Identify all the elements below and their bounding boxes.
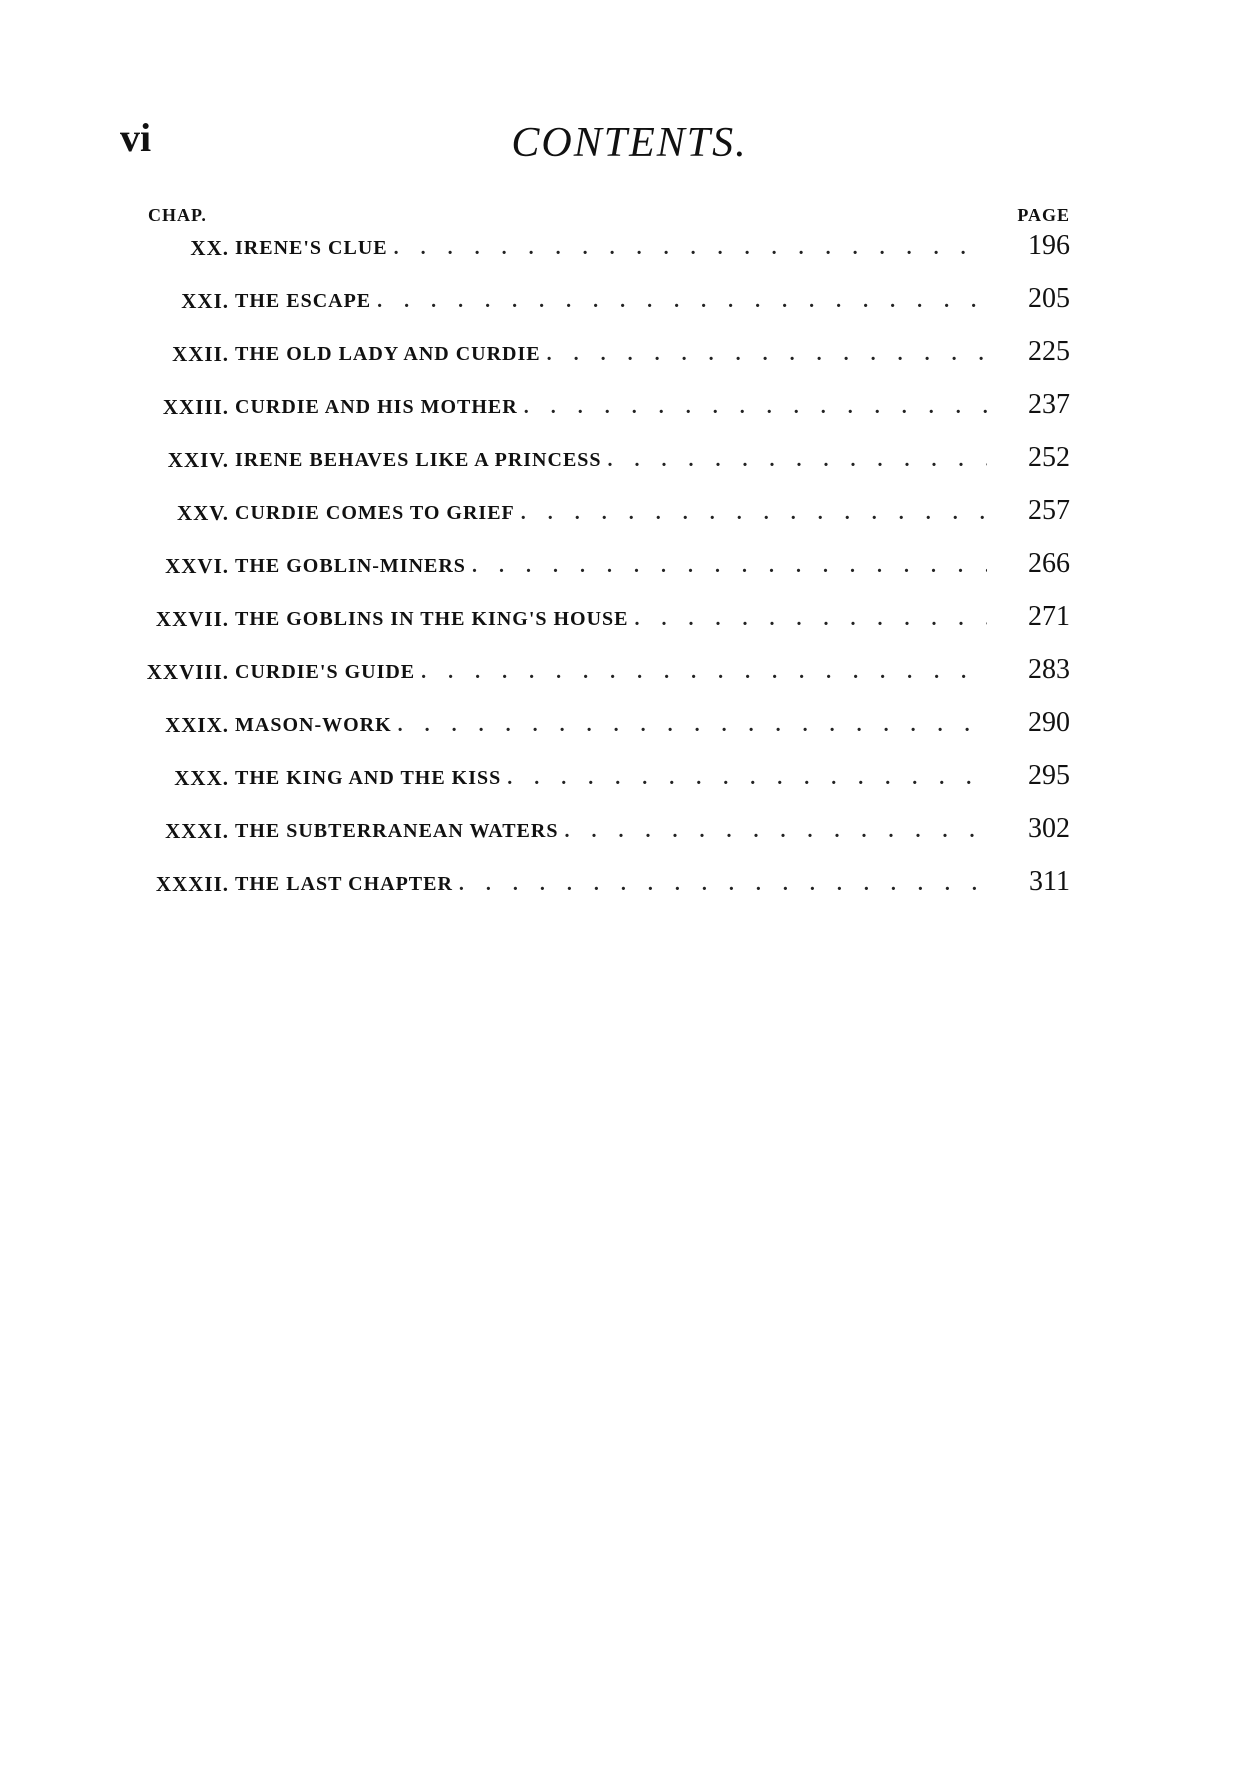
chapter-title: CURDIE AND HIS MOTHER	[235, 397, 518, 417]
page-ref: 290	[1028, 707, 1070, 738]
chapter-numeral: XXXI.	[165, 819, 229, 843]
dot-leader	[472, 556, 987, 576]
page-ref: 295	[1028, 760, 1070, 791]
chapter-title: THE ESCAPE	[235, 291, 372, 311]
chapter-title: THE GOBLIN-MINERS	[235, 556, 466, 576]
chapter-title: MASON-WORK	[235, 715, 392, 735]
toc-entry	[0, 758, 1259, 811]
page-title: CONTENTS.	[511, 120, 748, 166]
chapter-title: IRENE BEHAVES LIKE A PRINCESS	[235, 450, 602, 470]
chapter-numeral: XXX.	[174, 766, 229, 790]
dot-leader	[635, 609, 987, 629]
page-ref: 196	[1028, 230, 1070, 261]
chapter-numeral: XXVIII.	[146, 660, 229, 684]
toc-entry	[0, 334, 1259, 387]
page-column-header: PAGE	[1017, 205, 1070, 225]
toc-entry	[0, 599, 1259, 652]
chapter-numeral: XXIX.	[165, 713, 229, 737]
chapter-numeral: XXVI.	[165, 554, 229, 578]
chapter-numeral: XXII.	[172, 342, 229, 366]
toc-entry	[0, 493, 1259, 546]
dot-leader	[524, 397, 987, 417]
chapter-numeral: XXIII.	[162, 395, 229, 419]
page-ref: 237	[1028, 389, 1070, 420]
page-ref: 257	[1028, 495, 1070, 526]
table-of-contents	[0, 228, 1259, 917]
chapter-title: THE SUBTERRANEAN WATERS	[235, 821, 559, 841]
page-ref: 252	[1028, 442, 1070, 473]
chapter-numeral: XXXII.	[155, 872, 229, 896]
page-ref: 266	[1028, 548, 1070, 579]
dot-leader	[564, 821, 987, 841]
page-ref: 302	[1028, 813, 1070, 844]
dot-leader	[459, 874, 987, 894]
chapter-title: THE KING AND THE KISS	[235, 768, 502, 788]
chapter-numeral: XX.	[190, 236, 229, 260]
page-ref: 205	[1028, 283, 1070, 314]
chapter-numeral: XXI.	[181, 289, 229, 313]
dot-leader	[547, 344, 987, 364]
dot-leader	[394, 238, 987, 258]
dot-leader	[421, 662, 987, 682]
toc-entry	[0, 652, 1259, 705]
toc-entry	[0, 811, 1259, 864]
chapter-title: THE GOBLINS IN THE KING'S HOUSE	[235, 609, 629, 629]
toc-entry	[0, 546, 1259, 599]
toc-entry	[0, 440, 1259, 493]
dot-leader	[608, 450, 987, 470]
dot-leader	[398, 715, 987, 735]
chapter-title: CURDIE'S GUIDE	[235, 662, 416, 682]
dot-leader	[507, 768, 987, 788]
toc-entry	[0, 228, 1259, 281]
dot-leader	[521, 503, 987, 523]
page-ref: 225	[1028, 336, 1070, 367]
page-ref: 283	[1028, 654, 1070, 685]
toc-entry	[0, 705, 1259, 758]
toc-entry	[0, 387, 1259, 440]
toc-entry	[0, 864, 1259, 917]
page-number: vi	[120, 115, 152, 160]
chapter-numeral: XXV.	[176, 501, 229, 525]
chapter-title: THE OLD LADY AND CURDIE	[235, 344, 541, 364]
page-ref: 271	[1028, 601, 1070, 632]
chapter-title: IRENE'S CLUE	[235, 238, 388, 258]
chapter-numeral: XXVII.	[155, 607, 229, 631]
chapter-title: THE LAST CHAPTER	[235, 874, 453, 894]
page-ref: 311	[1029, 866, 1070, 897]
chap-column-header: CHAP.	[148, 205, 207, 225]
chapter-title: CURDIE COMES TO GRIEF	[235, 503, 515, 523]
chapter-numeral: XXIV.	[167, 448, 229, 472]
dot-leader	[377, 291, 987, 311]
toc-entry	[0, 281, 1259, 334]
